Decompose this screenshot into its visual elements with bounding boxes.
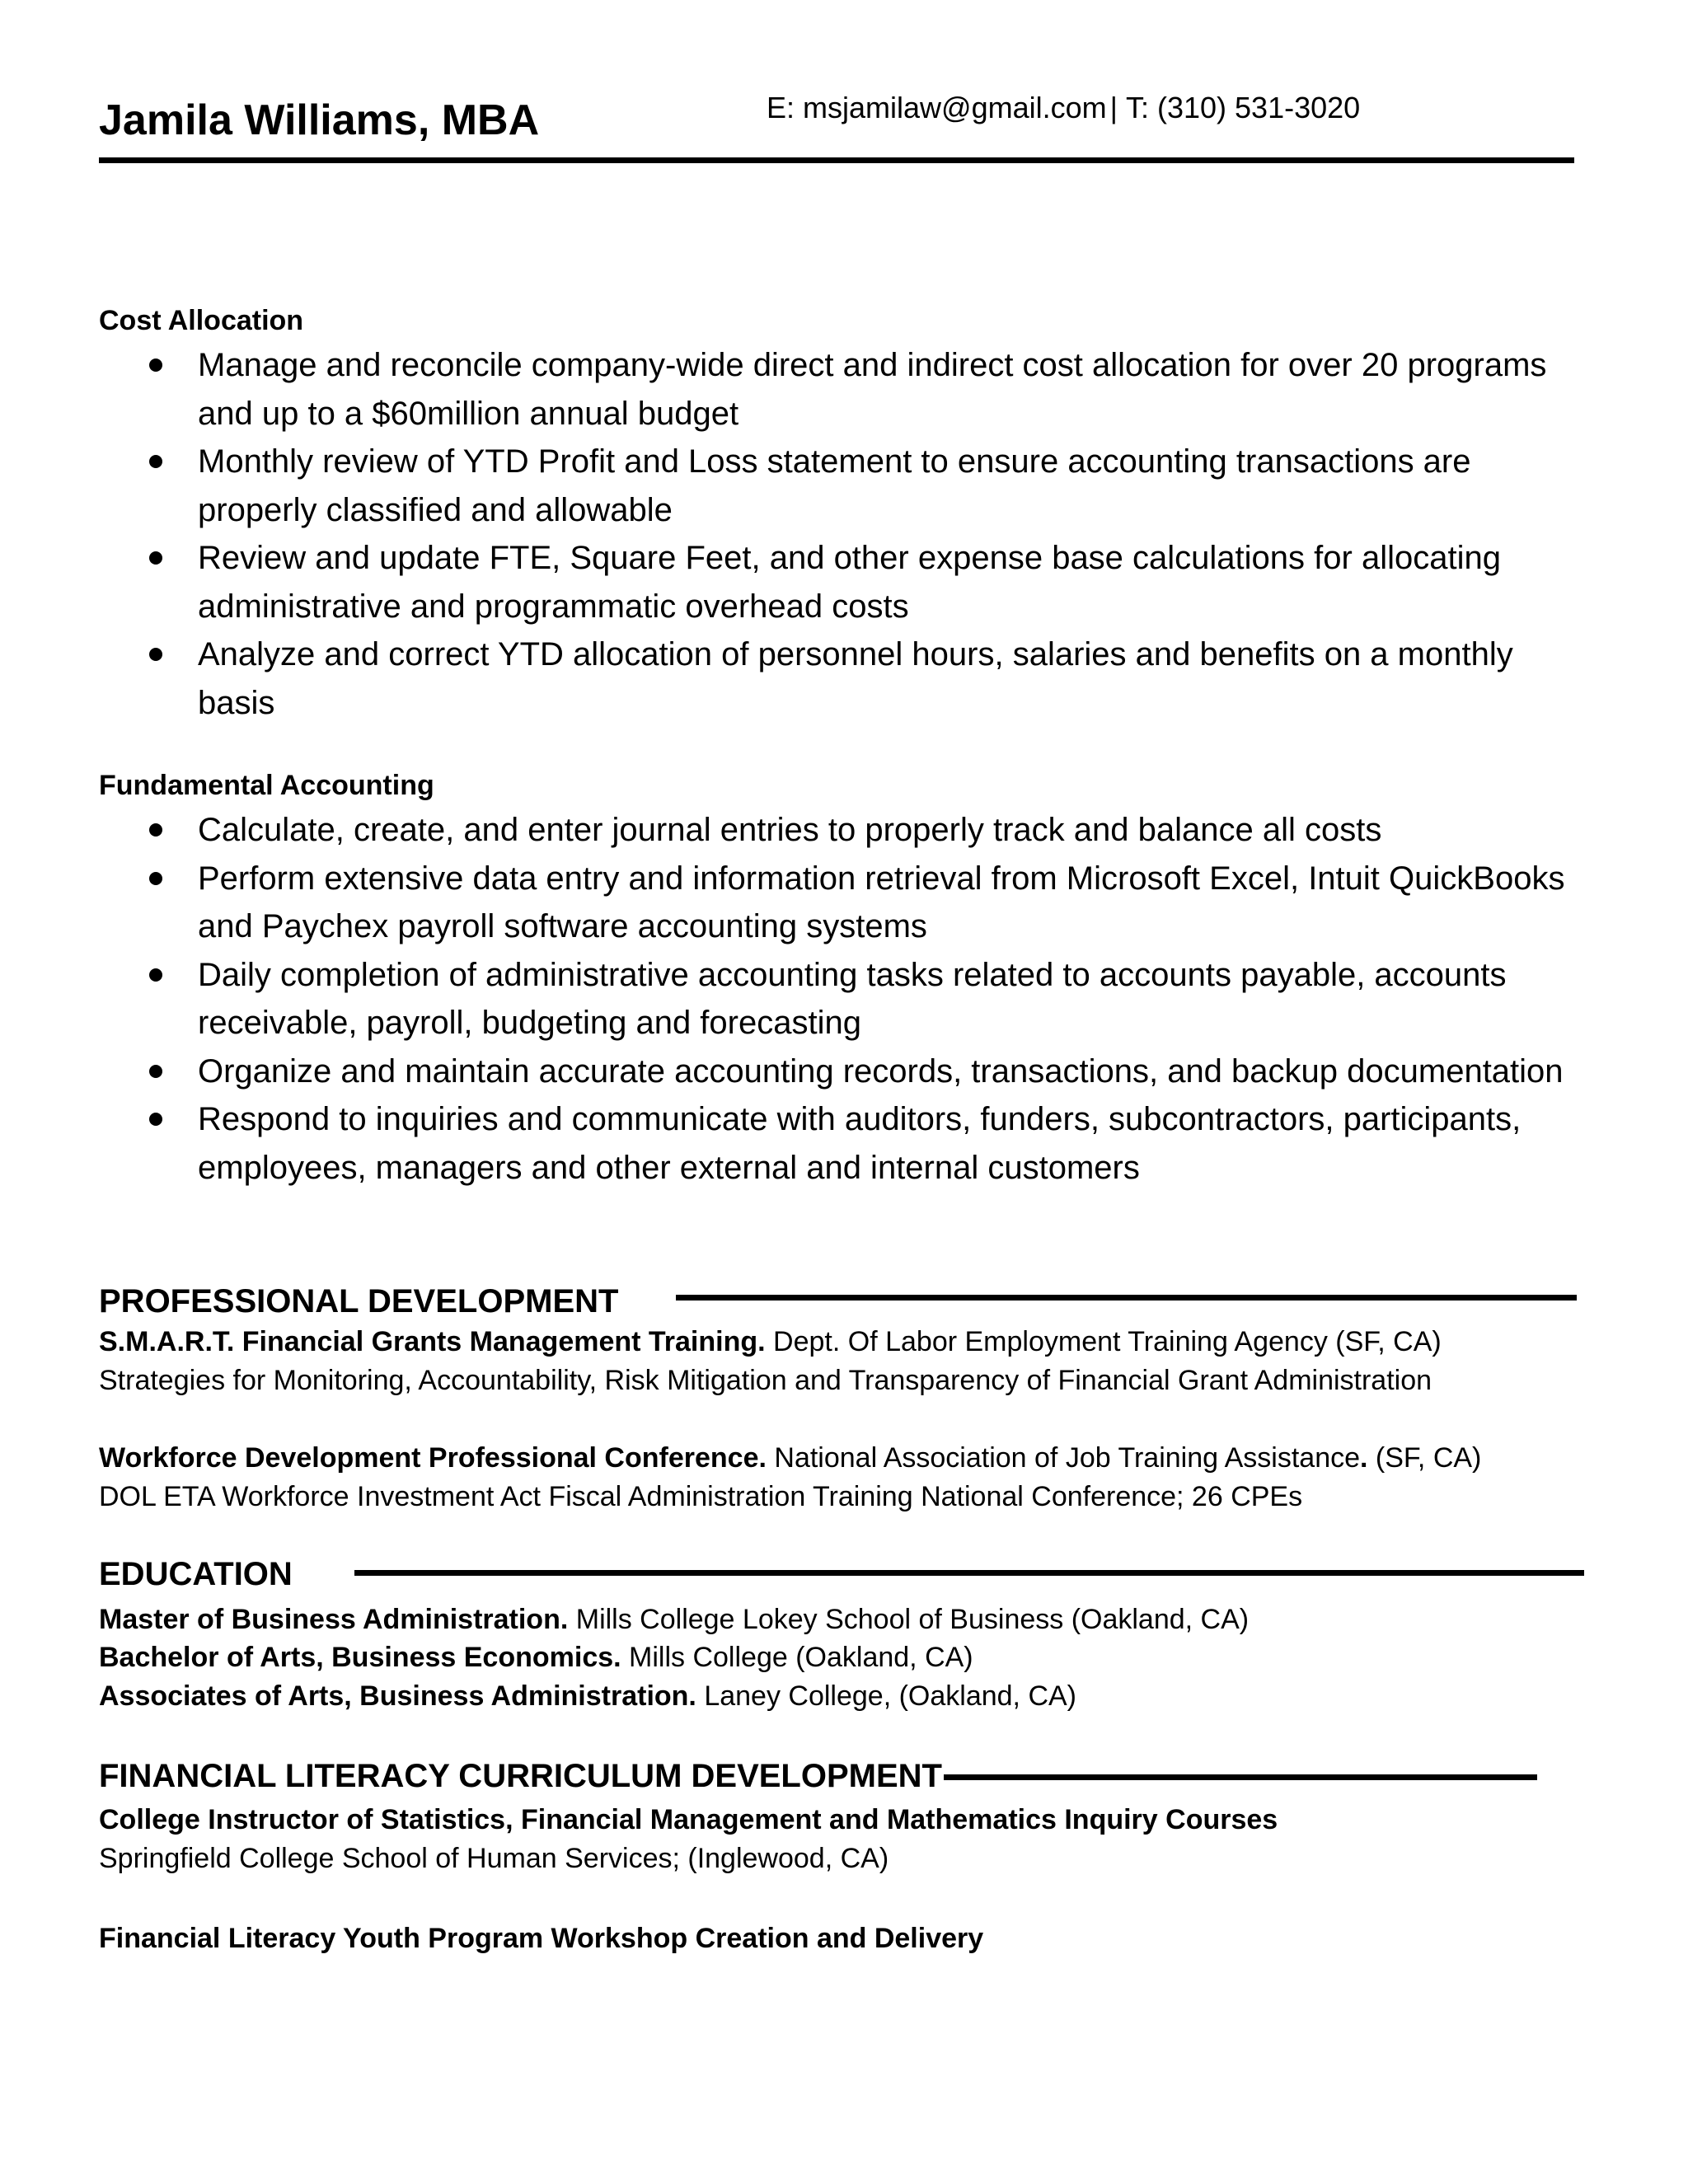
education-rule bbox=[354, 1570, 1584, 1576]
list-item-text: Review and update FTE, Square Feet, and other expense base calculations for allocating administrative and programmatic overhead costs bbox=[198, 540, 1501, 625]
list-item-text: Respond to inquiries and communicate with auditors, funders, subcontractors, participants, employees, managers and other external and internal customers bbox=[198, 1101, 1522, 1186]
professional-development-rule bbox=[676, 1295, 1577, 1301]
pd-entry-1-org: Dept. Of Labor Employment Training Agency (SF, CA) bbox=[765, 1326, 1442, 1357]
list-item bbox=[99, 341, 1582, 438]
bullet-icon bbox=[149, 551, 162, 565]
pd-entry-1-title-line bbox=[99, 1328, 1442, 1356]
education-entry-2 bbox=[99, 1643, 973, 1671]
education-school-3: Laney College, (Oakland, CA) bbox=[696, 1680, 1076, 1712]
list-item bbox=[99, 951, 1582, 1047]
education-entry-1 bbox=[99, 1605, 1249, 1633]
pd-entry-1-title: S.M.A.R.T. Financial Grants Management Training. bbox=[99, 1326, 766, 1357]
fl-entry-1-title: College Instructor of Statistics, Financial Management and Mathematics Inquiry Courses bbox=[99, 1804, 1278, 1835]
education-school-2: Mills College (Oakland, CA) bbox=[621, 1642, 973, 1673]
fl-entry-2-title: Financial Literacy Youth Program Workshop Creation and Delivery bbox=[99, 1923, 984, 1954]
list-item-text: Calculate, create, and enter journal entries to properly track and balance all costs bbox=[198, 812, 1382, 848]
pd-entry-2-detail: DOL ETA Workforce Investment Act Fiscal Administration Training National Conference; 26 CPEs bbox=[99, 1481, 1303, 1512]
bullet-icon bbox=[149, 1113, 162, 1126]
pd-entry-2-org-period: . bbox=[1360, 1442, 1376, 1474]
education-degree-2: Bachelor of Arts, Business Economics. bbox=[99, 1642, 621, 1673]
list-item bbox=[99, 1047, 1582, 1096]
education-degree-1: Master of Business Administration. bbox=[99, 1604, 569, 1635]
list-item-text: Daily completion of administrative accounting tasks related to accounts payable, accounts receivable, payroll, budgeting and forecasting bbox=[198, 956, 1507, 1041]
cost-allocation-list bbox=[99, 341, 1582, 727]
fundamental-accounting-title: Fundamental Accounting bbox=[99, 770, 434, 801]
list-item bbox=[99, 855, 1582, 951]
pd-entry-2-title-line bbox=[99, 1444, 1481, 1472]
education-heading: EDUCATION bbox=[99, 1556, 293, 1592]
list-item bbox=[99, 534, 1582, 630]
bullet-icon bbox=[149, 1065, 162, 1078]
bullet-icon bbox=[149, 823, 162, 837]
contact-separator: | bbox=[1109, 91, 1118, 124]
list-item-text: Organize and maintain accurate accounting records, transactions, and backup documentation bbox=[198, 1052, 1564, 1090]
list-item-text: Analyze and correct YTD allocation of personnel hours, salaries and benefits on a monthly basis bbox=[198, 636, 1513, 721]
financial-literacy-rule bbox=[944, 1774, 1537, 1780]
header-rule bbox=[99, 157, 1574, 163]
pd-entry-2-location: (SF, CA) bbox=[1375, 1442, 1482, 1474]
bullet-icon bbox=[149, 968, 162, 982]
education-school-1: Mills College Lokey School of Business (Oakland, CA) bbox=[568, 1604, 1250, 1635]
email-text: E: msjamilaw@gmail.com bbox=[767, 91, 1107, 124]
fl-entry-1-detail: Springfield College School of Human Services; (Inglewood, CA) bbox=[99, 1843, 889, 1874]
financial-literacy-heading: FINANCIAL LITERACY CURRICULUM DEVELOPMENT bbox=[99, 1758, 942, 1794]
professional-development-heading: PROFESSIONAL DEVELOPMENT bbox=[99, 1283, 619, 1319]
list-item bbox=[99, 806, 1582, 855]
bullet-icon bbox=[149, 359, 162, 372]
bullet-icon bbox=[149, 455, 162, 468]
bullet-icon bbox=[149, 648, 162, 661]
list-item bbox=[99, 1095, 1582, 1192]
education-degree-3: Associates of Arts, Business Administration. bbox=[99, 1680, 696, 1712]
phone-text: T: (310) 531-3020 bbox=[1125, 91, 1361, 124]
pd-entry-1-detail: Strategies for Monitoring, Accountability, Risk Mitigation and Transparency of Financial Grant Administration bbox=[99, 1365, 1432, 1396]
cost-allocation-title: Cost Allocation bbox=[99, 305, 304, 336]
list-item-text: Perform extensive data entry and information retrieval from Microsoft Excel, Intuit QuickBooks and Paychex payroll software accounting systems bbox=[198, 860, 1565, 944]
bullet-icon bbox=[149, 872, 162, 885]
fundamental-accounting-list bbox=[99, 806, 1582, 1192]
education-entry-3 bbox=[99, 1682, 1076, 1710]
pd-entry-2-title: Workforce Development Professional Conference. bbox=[99, 1442, 767, 1474]
candidate-name: Jamila Williams, MBA bbox=[99, 96, 540, 144]
list-item bbox=[99, 438, 1582, 534]
list-item-text: Manage and reconcile company-wide direct and indirect cost allocation for over 20 programs and up to a $60million annual budget bbox=[198, 347, 1547, 432]
pd-entry-2-org: National Association of Job Training Assistance bbox=[766, 1442, 1361, 1474]
list-item-text: Monthly review of YTD Profit and Loss statement to ensure accounting transactions are properly classified and allowable bbox=[198, 443, 1471, 528]
contact-info bbox=[767, 93, 1360, 123]
list-item bbox=[99, 630, 1582, 727]
